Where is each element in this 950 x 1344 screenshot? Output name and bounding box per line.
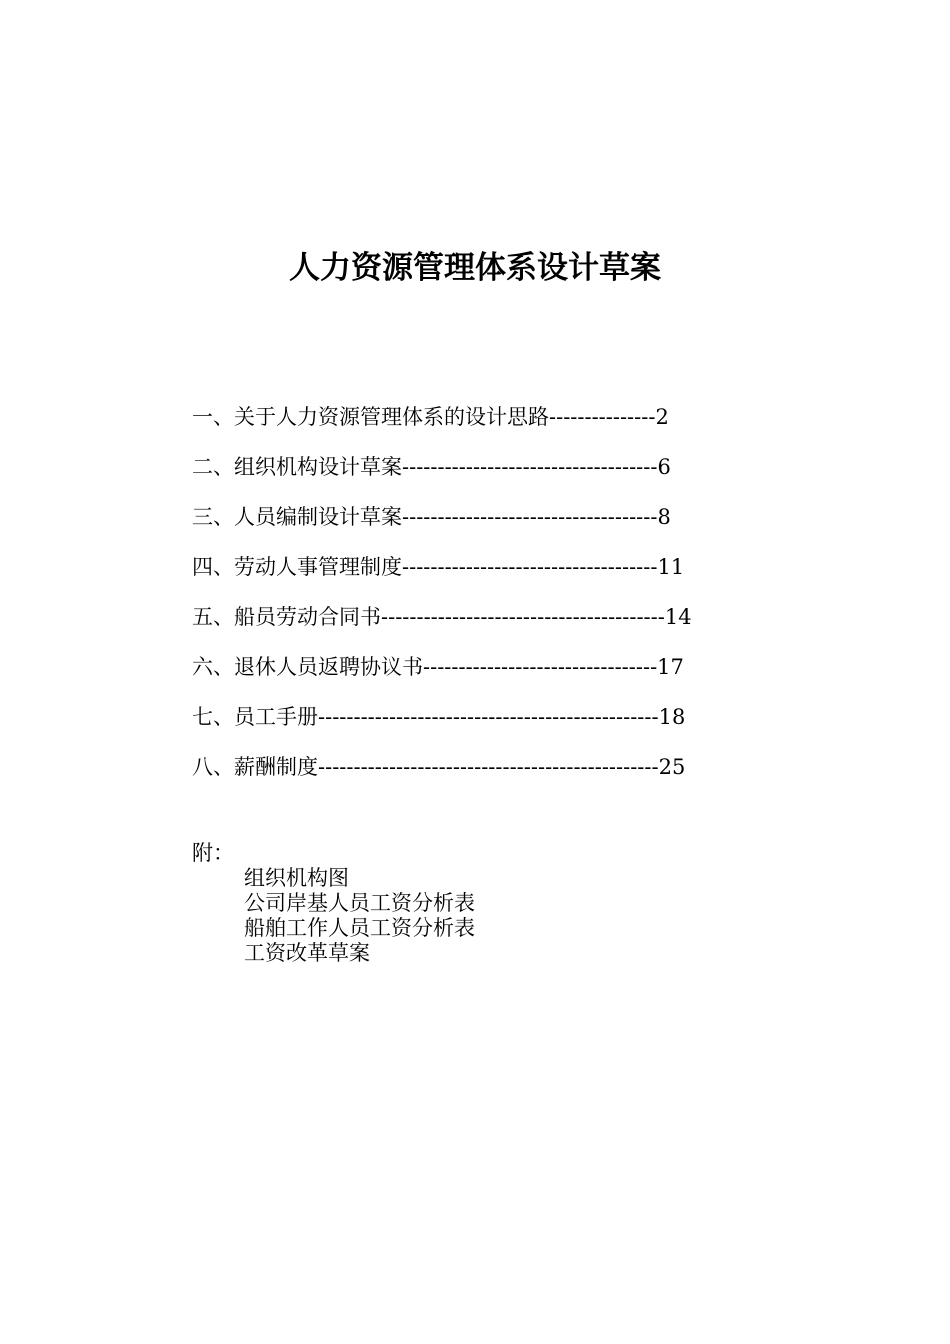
toc-entry-leader: --------------------------------- <box>423 655 658 679</box>
toc-entry-leader: ------------------------------------ <box>402 505 658 529</box>
document-title: 人力资源管理体系设计草案 <box>289 250 661 286</box>
toc-entry-page: 2 <box>655 405 669 429</box>
toc-entry <box>192 750 792 800</box>
toc-entry <box>192 500 792 550</box>
toc-entry-page: 18 <box>658 705 686 729</box>
toc-entry-page: 11 <box>657 555 685 579</box>
appendix-list <box>192 866 692 966</box>
appendix-item: 工资改革草案 <box>244 941 370 965</box>
toc-entry-page: 6 <box>657 455 671 479</box>
toc-entry-page: 14 <box>664 605 692 629</box>
toc-entry <box>192 650 792 700</box>
toc-entry-label: 四、劳动人事管理制度 <box>192 555 402 579</box>
appendix-label: 附： <box>192 841 234 865</box>
toc-entry-page: 17 <box>657 655 684 679</box>
appendix-item: 公司岸基人员工资分析表 <box>244 891 475 915</box>
toc-entry-label: 二、组织机构设计草案 <box>192 455 402 479</box>
toc-entry-leader: ------------------------------------ <box>402 555 658 579</box>
toc-entry-label: 七、员工手册 <box>192 705 318 729</box>
toc-entry-leader: ------------------------------------ <box>402 455 658 479</box>
toc-entry <box>192 600 792 650</box>
toc-entry <box>192 550 792 600</box>
toc-entry-label: 一、关于人力资源管理体系的设计思路 <box>192 405 549 429</box>
toc-entry-leader: ---------------------------------------- <box>381 605 665 629</box>
appendix-item: 组织机构图 <box>244 866 349 890</box>
toc-entry-leader: --------------- <box>549 405 656 429</box>
toc-entry-page: 25 <box>658 755 686 779</box>
toc-entry-leader: ------------------------------------------------ <box>318 755 659 779</box>
toc-entry-label: 六、退休人员返聘协议书 <box>192 655 423 679</box>
toc-entry-leader: ------------------------------------------------ <box>318 705 659 729</box>
toc-entry <box>192 450 792 500</box>
toc-entry-label: 八、薪酬制度 <box>192 755 318 779</box>
toc-entry <box>192 700 792 750</box>
table-of-contents <box>192 400 792 800</box>
appendix-section <box>192 838 692 966</box>
toc-entry-label: 三、人员编制设计草案 <box>192 505 402 529</box>
toc-entry-label: 五、船员劳动合同书 <box>192 605 381 629</box>
toc-entry-page: 8 <box>657 505 671 529</box>
toc-entry <box>192 400 792 450</box>
appendix-item: 船舶工作人员工资分析表 <box>244 916 475 940</box>
